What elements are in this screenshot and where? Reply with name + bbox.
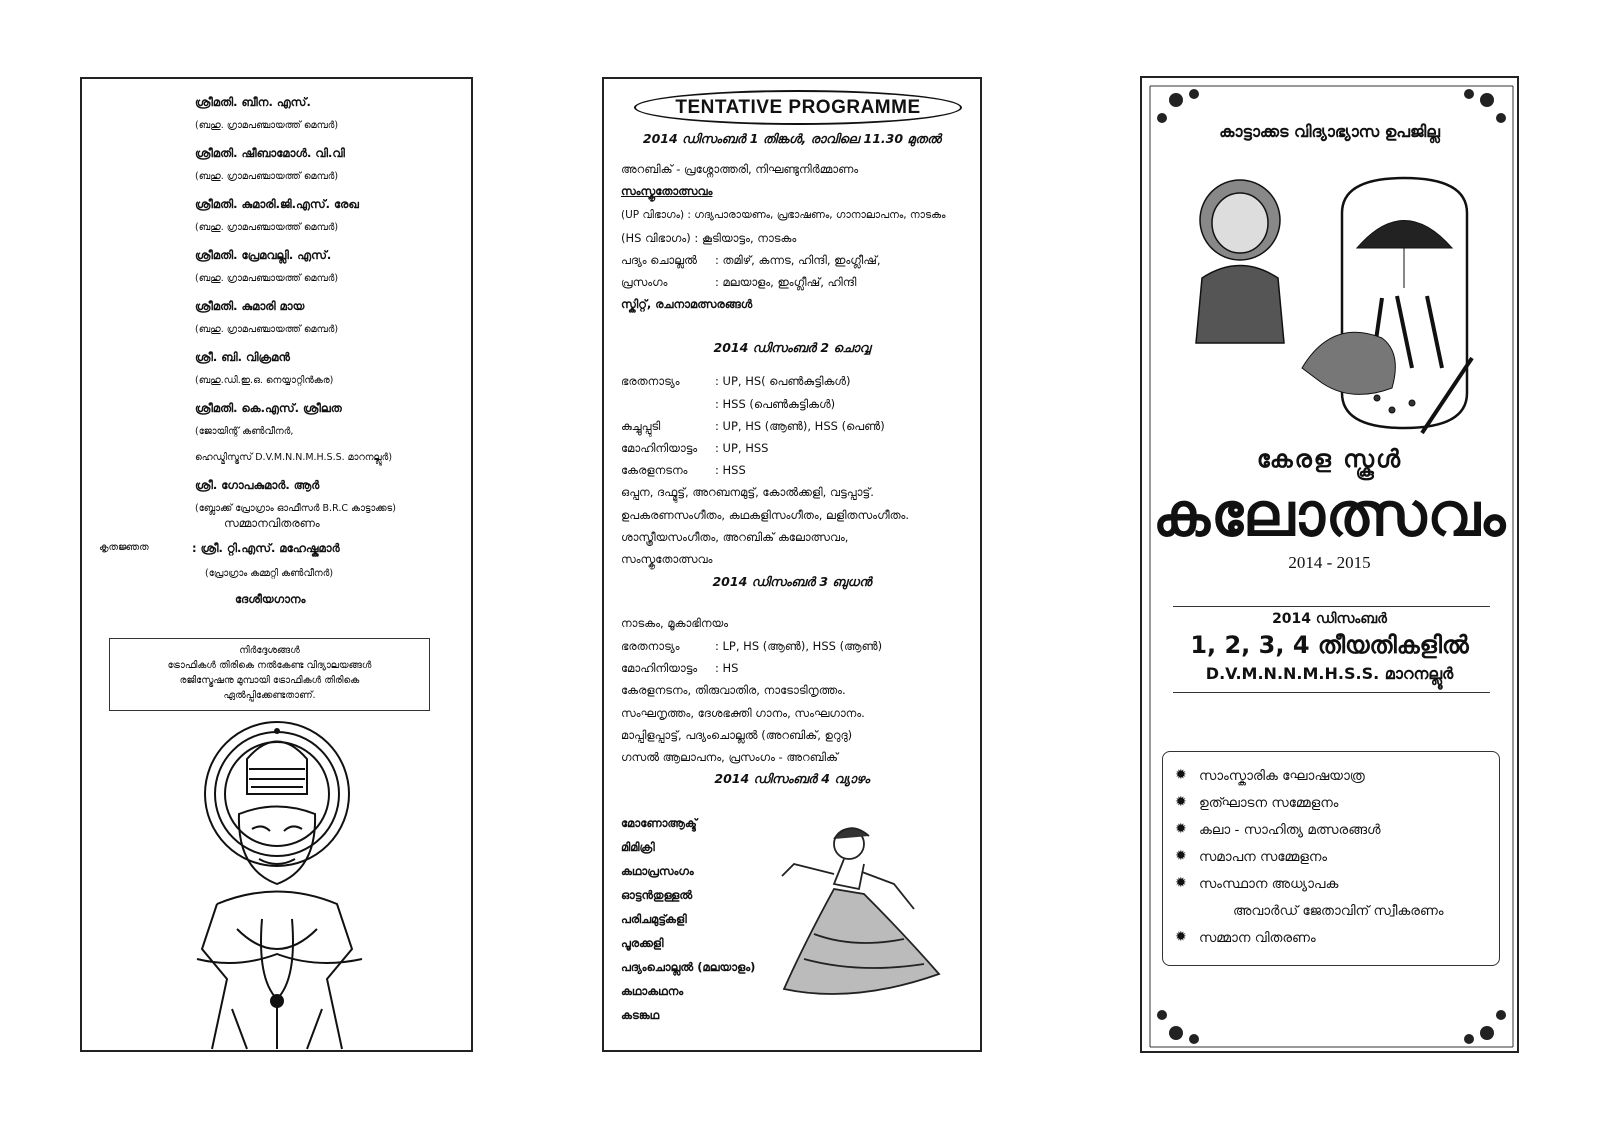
guest-role: (ബഹു. ഗ്രാമപഞ്ചായത്ത് മെമ്പർ) — [195, 222, 339, 233]
day2-heading: 2014 ഡിസംബർ 2 ചൊവ്വ — [713, 340, 871, 355]
programme-row — [621, 275, 856, 290]
programme-item: മിമിക്രി — [621, 840, 655, 854]
programme-row — [621, 397, 835, 412]
feature-item — [1175, 767, 1365, 784]
programme-line: ഗസൽ ആലാപനം, പ്രസംഗം - അറബിക് — [621, 750, 838, 764]
programme-item: കടങ്കഥ — [621, 1008, 660, 1022]
programme-row — [621, 419, 885, 434]
guest-role: (ബഹു. ഗ്രാമപഞ്ചായത്ത് മെമ്പർ) — [195, 120, 339, 131]
row-label: മോഹിനിയാട്ടം — [621, 661, 698, 675]
feature-item — [1175, 929, 1316, 946]
guest-role: (ബഹു. ഗ്രാമപഞ്ചായത്ത് മെമ്പർ) — [195, 324, 339, 335]
programme-item: പദ്യംചൊല്ലൽ (മലയാളം) — [621, 960, 756, 974]
feature-item — [1175, 848, 1328, 865]
edition-year: 2014 - 2015 — [1288, 553, 1371, 572]
programme-line: കേരളനടനം, തിരുവാതിര, നാടോടിനൃത്തം. — [621, 683, 846, 697]
row-label: കുച്ചുപ്പുടി — [621, 419, 661, 433]
programme-row — [621, 463, 746, 478]
feature-item-continued: അവാർഡ് ജേതാവിന് സ്വീകരണം — [1233, 903, 1444, 919]
row-label: ഭരതനാട്യം — [621, 639, 680, 653]
guest-name: ശ്രീമതി. കെ.എസ്. ശ്രീലത — [195, 401, 342, 415]
guest-role: (ബ്ലോക്ക് പ്രോഗ്രാം ഓഫീസർ B.R.C കാട്ടാക്കട) — [195, 503, 396, 514]
left-panel — [80, 77, 473, 1052]
title-small: കേരള സ്കൂൾ — [1256, 445, 1403, 473]
row-value: : UP, HS( പെൺകുട്ടികൾ) — [715, 374, 851, 388]
programme-item: കഥാപ്രസംഗം — [621, 864, 694, 878]
programme-line: ശാസ്ത്രീയസംഗീതം, അറബിക് കലോത്സവം, — [621, 530, 849, 544]
row-value: : UP, HS (ആൺ), HSS (പെൺ) — [715, 419, 885, 433]
guest-name: ശ്രീമതി. കുമാരി മായ — [195, 299, 305, 313]
notice-line: രജിസ്ട്രേഷനു മുമ്പായി ട്രോഫികൾ തിരികെ — [179, 675, 360, 686]
national-anthem: ദേശീയഗാനം — [235, 592, 306, 606]
feature-item — [1175, 821, 1381, 838]
event-month: 2014 ഡിസംബർ — [1272, 611, 1387, 627]
row-label: ഭരതനാട്യം — [621, 374, 680, 388]
programme-item: പൂരക്കളി — [621, 936, 664, 950]
row-label: മോഹിനിയാട്ടം — [621, 441, 698, 455]
programme-line: സംസ്കൃതോത്സവം — [621, 184, 713, 198]
row-label: പ്രസംഗം — [621, 275, 668, 289]
thanks-label: കൃതജ്ഞത — [99, 542, 149, 553]
right-panel — [1140, 76, 1519, 1053]
programme-item: കഥാകഥനം — [621, 984, 684, 998]
guest-name: ശ്രീമതി. കുമാരി.ജി.എസ്. രേഖ — [195, 197, 359, 211]
guest-role: ഹെഡ്മിസ്ട്രസ് D.V.M.N.N.M.H.S.S. മാറനല്ലൂർ) — [195, 452, 393, 463]
feature-label: സമ്മാന വിതരണം — [1199, 930, 1316, 946]
divider-line — [1173, 606, 1490, 607]
programme-row — [621, 639, 882, 654]
subdistrict-name: കാട്ടാക്കട വിദ്യാഭ്യാസ ഉപജില്ല — [1219, 122, 1440, 141]
notice-line: ട്രോഫികൾ തിരികെ നൽകേണ്ട വിദ്യാലയങ്ങൾ — [167, 660, 372, 671]
row-value: : HS — [715, 661, 739, 675]
guest-name: ശ്രീമതി. ബീന. എസ്. — [195, 95, 311, 109]
guest-name: ശ്രീ. ഗോപകുമാർ. ആർ — [195, 478, 320, 492]
guest-role: (ജോയിന്റ് കൺവീനർ, — [195, 426, 294, 437]
sun-bullet-icon: ✹ — [1175, 794, 1187, 810]
notice-box — [109, 638, 430, 711]
guest-role: (ബഹു. ഗ്രാമപഞ്ചായത്ത് മെമ്പർ) — [195, 171, 339, 182]
guest-name: ശ്രീമതി. ഷീബാമോൾ. വി.വി — [195, 146, 345, 160]
day3-heading: 2014 ഡിസംബർ 3 ബുധൻ — [712, 574, 872, 589]
programme-line: സ്കിറ്റ്, രചനാമത്സരങ്ങൾ — [621, 297, 753, 311]
feature-label: സാംസ്കാരിക ഘോഷയാത്ര — [1199, 768, 1365, 784]
kathakali-illustration — [177, 719, 387, 1049]
programme-line: സംസ്കൃതോത്സവം — [621, 552, 713, 566]
feature-item — [1175, 794, 1339, 811]
feature-label: ഉത്ഘാടന സമ്മേളനം — [1199, 795, 1339, 811]
notice-line: ഏൽപ്പിക്കേണ്ടതാണ്. — [223, 690, 316, 701]
event-dates: 1, 2, 3, 4 തീയതികളിൽ — [1190, 631, 1469, 659]
sun-bullet-icon: ✹ — [1175, 848, 1187, 864]
programme-line: ഒപ്പന, ദഫ്മുട്ട്, അറബനമുട്ട്, കോൽക്കളി, വട്ടപ്പാട്ട്. — [621, 485, 874, 499]
row-value: : LP, HS (ആൺ), HSS (ആൺ) — [715, 639, 883, 653]
programme-item: ഓട്ടൻതുള്ളൽ — [621, 888, 693, 902]
programme-line: ഉപകരണസംഗീതം, കഥകളിസംഗീതം, ലളിതസംഗീതം. — [621, 508, 910, 522]
features-box — [1162, 751, 1500, 966]
programme-row — [621, 374, 850, 389]
guest-role: (ബഹു.ഡി.ഇ.ഒ. നെയ്യാറ്റിൻകര) — [195, 375, 334, 386]
feature-label: സമാപന സമ്മേളനം — [1199, 849, 1328, 865]
row-value: : UP, HSS — [715, 441, 769, 455]
programme-line: (UP വിഭാഗം) : ഗദ്യപാരായണം, പ്രഭാഷണം, ഗാനാലാപനം, നാടകം — [621, 209, 946, 221]
sun-bullet-icon: ✹ — [1175, 767, 1187, 783]
prize-heading: സമ്മാനവിതരണം — [224, 516, 320, 530]
event-venue: D.V.M.N.N.M.H.S.S. മാറനല്ലൂർ — [1205, 664, 1454, 683]
divider-line — [1173, 692, 1490, 693]
programme-row — [621, 661, 738, 676]
programme-line: സംഘനൃത്തം, ദേശഭക്തി ഗാനം, സംഘഗാനം. — [621, 706, 865, 720]
guest-role: (ബഹു. ഗ്രാമപഞ്ചായത്ത് മെമ്പർ) — [195, 273, 339, 284]
day4-heading: 2014 ഡിസംബർ 4 വ്യാഴം — [714, 771, 870, 786]
guest-name: ശ്രീ. ബി. വിക്രമൻ — [195, 350, 290, 364]
sun-bullet-icon: ✹ — [1175, 929, 1187, 945]
middle-panel — [602, 77, 982, 1052]
programme-line: നാടകം, മൂകാഭിനയം — [621, 616, 729, 630]
programme-line: (HS വിഭാഗം) : കൂടിയാട്ടം, നാടകം — [621, 231, 797, 245]
programme-item: പരിചമുട്ട്കളി — [621, 912, 687, 926]
row-label: പദ്യം ചൊല്ലൽ — [621, 253, 697, 267]
guest-list — [195, 92, 465, 526]
programme-line: മാപ്പിളപ്പാട്ട്, പദ്യംചൊല്ലൽ (അറബിക്, ഉറുദു) — [621, 728, 853, 742]
kalolsavam-emblem — [1172, 178, 1502, 433]
row-value: : HSS — [715, 463, 746, 477]
feature-item — [1175, 875, 1339, 892]
row-value: : മലയാളം, ഇംഗ്ലീഷ്, ഹിന്ദി — [715, 275, 857, 289]
row-value: : HSS (പെൺകുട്ടികൾ) — [715, 397, 836, 411]
sun-bullet-icon: ✹ — [1175, 821, 1187, 837]
sun-bullet-icon: ✹ — [1175, 875, 1187, 891]
programme-line: അറബിക് - പ്രശ്നോത്തരി, നിഘണ്ടുനിർമ്മാണം — [621, 162, 859, 176]
programme-title: TENTATIVE PROGRAMME — [634, 90, 962, 125]
feature-label: കലാ - സാഹിത്യ മത്സരങ്ങൾ — [1199, 822, 1381, 838]
thanks-name: : ശ്രീ. റ്റി.എസ്. മഹേഷ്കുമാർ — [192, 541, 340, 555]
guest-name: ശ്രീമതി. പ്രേമവല്ലി. എസ്. — [195, 248, 332, 262]
notice-title: നിർദ്ദേശങ്ങൾ — [239, 645, 300, 656]
row-label: കേരളനടനം — [621, 463, 688, 477]
title-big: കലോത്സവം — [1152, 480, 1507, 550]
dancer-illustration — [774, 814, 954, 1004]
thanks-role: (പ്രോഗ്രാം കമ്മറ്റി കൺവീനർ) — [205, 568, 334, 579]
programme-row — [621, 253, 881, 268]
day1-heading: 2014 ഡിസംബർ 1 തിങ്കൾ, രാവിലെ 11.30 മുതൽ — [642, 131, 942, 146]
programme-item: മോണോആക്ട് — [621, 816, 697, 830]
feature-label: സംസ്ഥാന അധ്യാപക — [1199, 876, 1339, 892]
row-value: : തമിഴ്, കന്നട, ഹിന്ദി, ഇംഗ്ലീഷ്, — [715, 253, 881, 267]
programme-row — [621, 441, 768, 456]
